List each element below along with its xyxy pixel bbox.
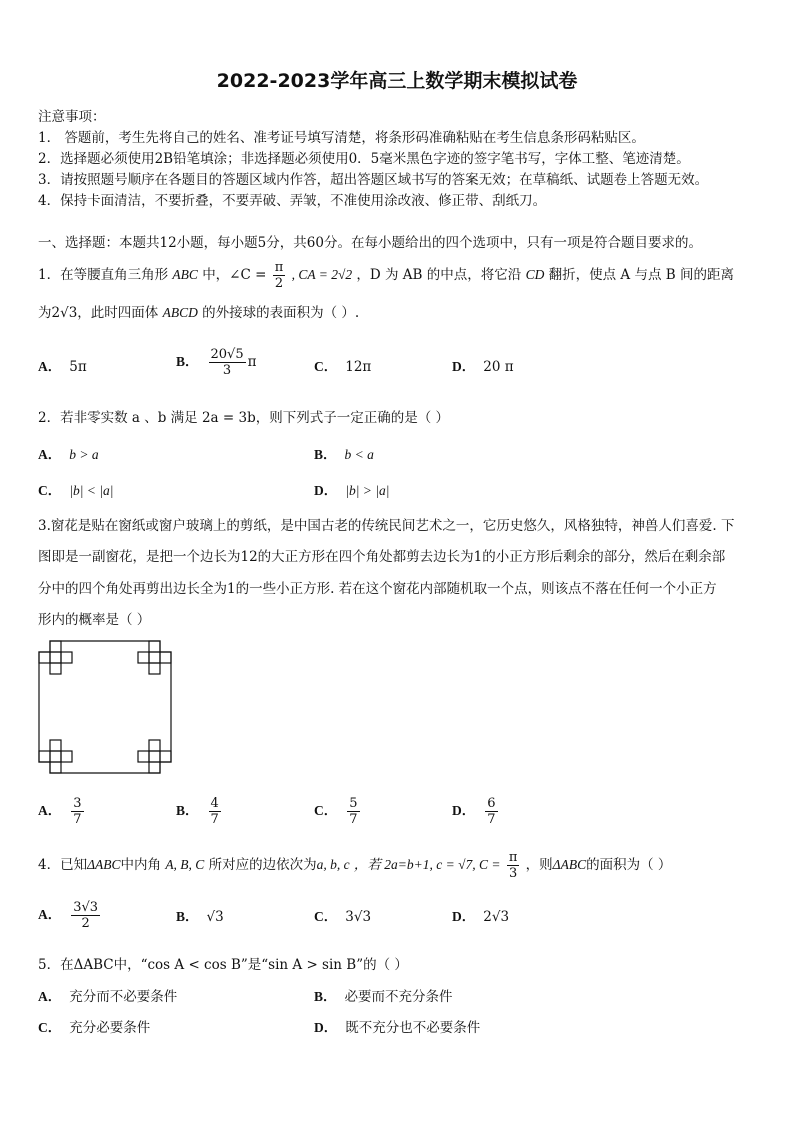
q3-option-c[interactable]: C． $\frac{5}{7}$	[314, 796, 358, 827]
q3-line-2: 图即是一副窗花，是把一个边长为12的大正方形在四个角处都剪去边长为1的小正方形后剩余的部分，然后在剩余部	[38, 549, 726, 565]
q5-option-a[interactable]: A． 充分而不必要条件	[38, 989, 178, 1005]
q1-text-3: ，D 为 AB 的中点，将它沿	[356, 267, 522, 283]
q3-line-4: 形内的概率是（ ）	[38, 612, 151, 628]
q1-option-a[interactable]: A． 5π	[38, 359, 87, 375]
q1-cd: CD	[525, 267, 545, 282]
question-5-stem: 5．在ΔABC中，“cos A < cos B”是“sin A > sin B”的（ ）	[38, 957, 408, 973]
q2-option-d[interactable]: D． |b| > |a|	[314, 483, 390, 498]
q4-angle-fraction: $\frac{\pi}{3}$	[508, 850, 518, 881]
question-1-line-1	[38, 260, 734, 291]
q4-option-d[interactable]: D． 2√3	[452, 909, 510, 925]
q1-text-4: 翻折，使点 A 与点 B 间的距离	[548, 267, 734, 283]
q1-text-1: 1．在等腰直角三角形	[38, 267, 169, 283]
question-1-line-2	[38, 304, 359, 322]
q1-text-6: 的外接球的表面积为（ ）.	[202, 305, 360, 321]
page-title: 2022-2023学年高三上数学期末模拟试卷	[216, 70, 578, 92]
q1-option-b[interactable]: B． $\frac{20√5}{3}$ π	[176, 347, 257, 378]
q3-line-1: 3.窗花是贴在窗纸或窗户玻璃上的剪纸，是中国古老的传统民间艺术之一，它历史悠久，风格独特，神兽人们喜爱. 下	[38, 518, 735, 534]
q2-option-a[interactable]: A． b > a	[38, 447, 99, 462]
question-4-stem: 4．已知ΔABC中内角 A, B, C 所对应的边依次为a, b, c ，若 2a=b+1, c = √7, C = $\frac{\pi}{3}$ ，则ΔABC的面积为（ ）	[38, 850, 672, 881]
q5-option-c[interactable]: C． 充分必要条件	[38, 1020, 151, 1036]
q5-option-b[interactable]: B． 必要而不充分条件	[314, 989, 453, 1005]
q4-option-b[interactable]: B． √3	[176, 909, 224, 925]
q2-option-b[interactable]: B． b < a	[314, 447, 374, 462]
q1-angle-fraction: $\frac{\pi}{2}$	[274, 260, 284, 291]
q3-option-b[interactable]: B． $\frac{4}{7}$	[176, 796, 219, 827]
q5-option-d[interactable]: D． 既不充分也不必要条件	[314, 1020, 481, 1036]
note-item-1: 1． 答题前，考生先将自己的姓名、准考证号填写清楚，将条形码准确粘贴在考生信息条形码粘贴区。	[38, 130, 645, 146]
note-item-4: 4．保持卡面清洁，不要折叠，不要弄破、弄皱，不准使用涂改液、修正带、刮纸刀。	[38, 193, 547, 209]
q1-option-c[interactable]: C． 12π	[314, 359, 372, 375]
window-flower-figure	[36, 638, 174, 776]
notes-heading: 注意事项：	[38, 109, 106, 125]
q2-option-c[interactable]: C． |b| < |a|	[38, 483, 114, 498]
q1-option-d[interactable]: D． 20 π	[452, 359, 514, 375]
q1-ca: , CA = 2√2	[291, 267, 353, 282]
q1-text-5: 为2√3，此时四面体	[38, 305, 159, 321]
q1-text-2: 中，∠C =	[202, 267, 267, 283]
question-2-stem: 2．若非零实数 a 、b 满足 2a = 3b，则下列式子一定正确的是（ ）	[38, 410, 449, 426]
q1-abc: ABC	[172, 267, 198, 282]
note-item-3: 3．请按照题号顺序在各题目的答题区域内作答，超出答题区域书写的答案无效；在草稿纸、试题卷上答题无效。	[38, 172, 709, 188]
note-item-2: 2．选择题必须使用2B铅笔填涂；非选择题必须使用0．5毫米黑色字迹的签字笔书写，字体工整、笔迹清楚。	[38, 151, 690, 167]
q4-option-a[interactable]: A． $\frac{3√3}{2}$	[38, 900, 99, 931]
q3-option-d[interactable]: D． $\frac{6}{7}$	[452, 796, 496, 827]
q1-abcd: ABCD	[162, 305, 198, 320]
q4-option-c[interactable]: C． 3√3	[314, 909, 372, 925]
q3-option-a[interactable]: A． $\frac{3}{7}$	[38, 796, 82, 827]
q3-line-3: 分中的四个角处再剪出边长全为1的一些小正方形. 若在这个窗花内部随机取一个点，则该点不落在任何一个小正方	[38, 581, 717, 597]
section-heading: 一、选择题：本题共12小题，每小题5分，共60分。在每小题给出的四个选项中，只有一项是符合题目要求的。	[38, 235, 702, 251]
